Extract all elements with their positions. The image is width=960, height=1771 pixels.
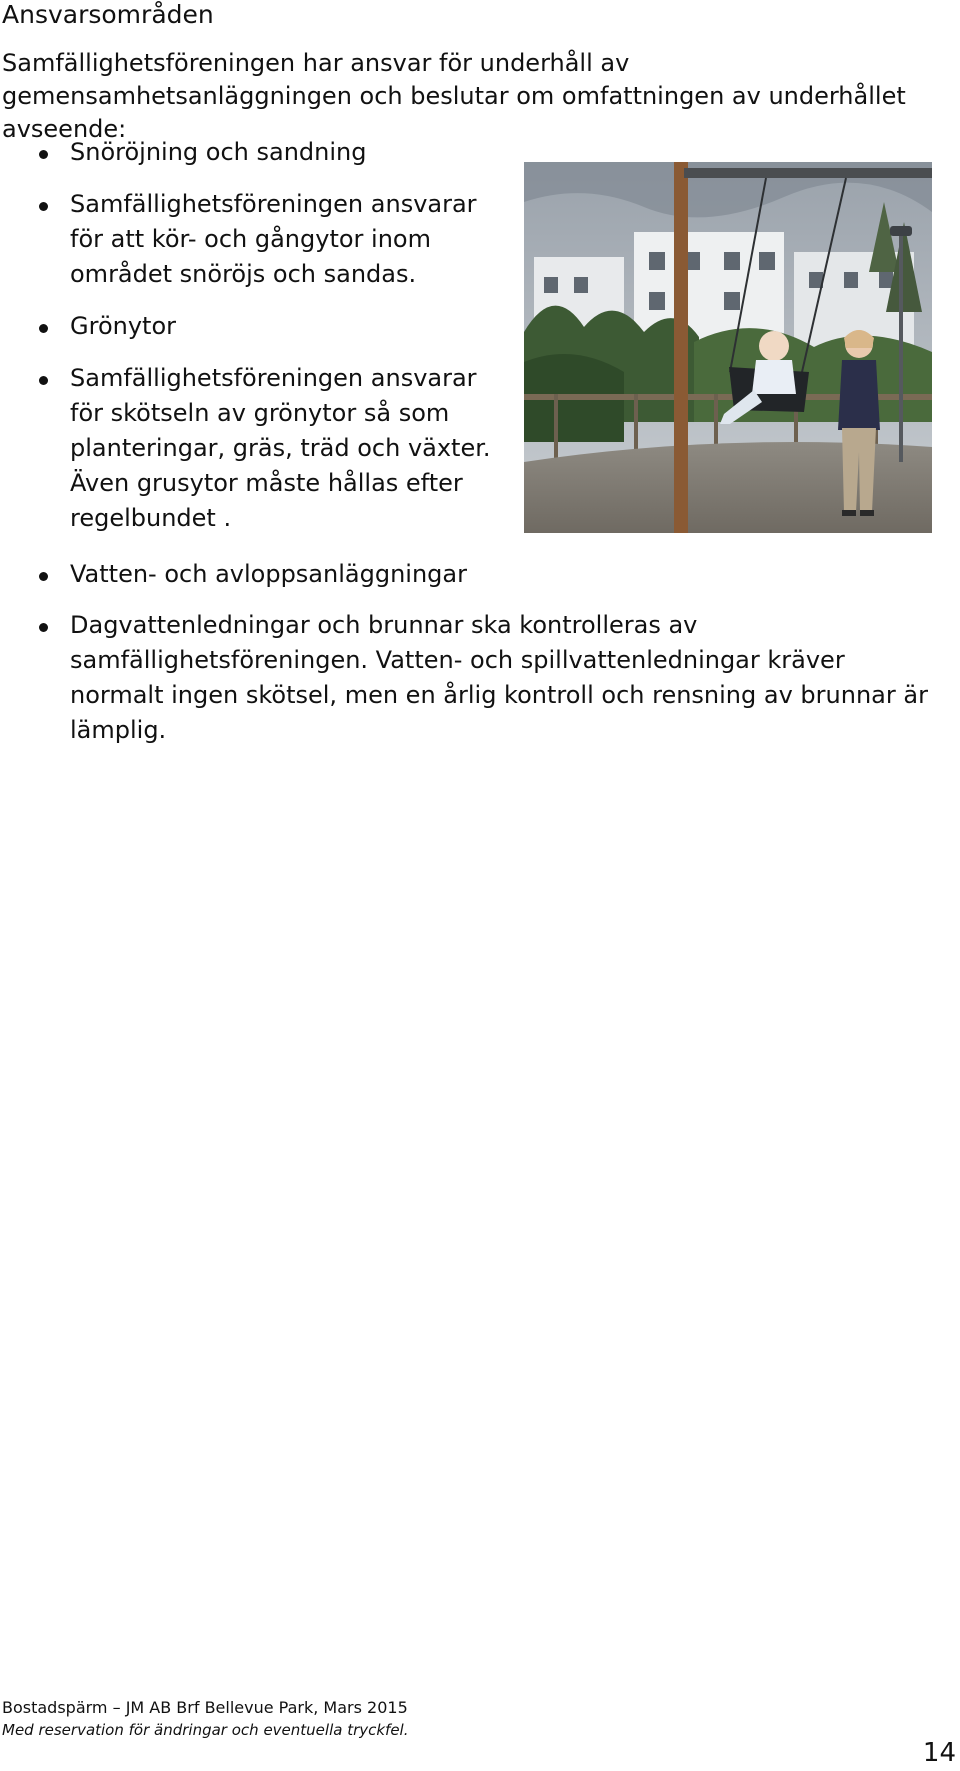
bullet-icon [39,150,48,159]
list-item-text: Snöröjning och sandning [70,138,367,166]
list-item-text: Dagvattenledningar och brunnar ska kontrolleras av samfällighetsföreningen. Vatten- och spillvattenledningar kräver normalt ingen skötsel, men en årlig kontroll och rensning av brunnar är lämplig. [70,611,928,744]
bullet-icon [39,376,48,385]
list-item [70,135,510,170]
intro-paragraph: Samfällighetsföreningen har ansvar för underhåll av gemensamhetsanläggningen och beslutar om omfattningen av underhållet avseende: [2,49,906,143]
list-item [70,361,510,536]
list-item [70,608,930,748]
list-item-text: Vatten- och avloppsanläggningar [70,560,467,588]
bullet-icon [39,572,48,581]
list-item-text: Samfällighetsföreningen ansvarar för skötseln av grönytor så som planteringar, gräs, träd och växter. Även grusytor måste hållas efter regelbundet . [70,364,491,532]
page-heading: Ansvarsområden [2,0,214,29]
page-number: 14 [922,1738,956,1768]
bullet-icon [39,623,48,632]
list-item [70,557,930,592]
footer-disclaimer: Med reservation för ändringar och eventuella tryckfel. [2,1721,409,1739]
list-item [70,187,510,292]
playground-swing-photo [524,162,932,533]
footer-document-info: Bostadspärm – JM AB Brf Bellevue Park, Mars 2015 [2,1698,408,1717]
list-item-text: Grönytor [70,312,176,340]
list-item [70,309,510,344]
list-item-text: Samfällighetsföreningen ansvarar för att kör- och gångytor inom området snöröjs och sandas. [70,190,477,288]
bullet-icon [39,202,48,211]
bullet-icon [39,324,48,333]
